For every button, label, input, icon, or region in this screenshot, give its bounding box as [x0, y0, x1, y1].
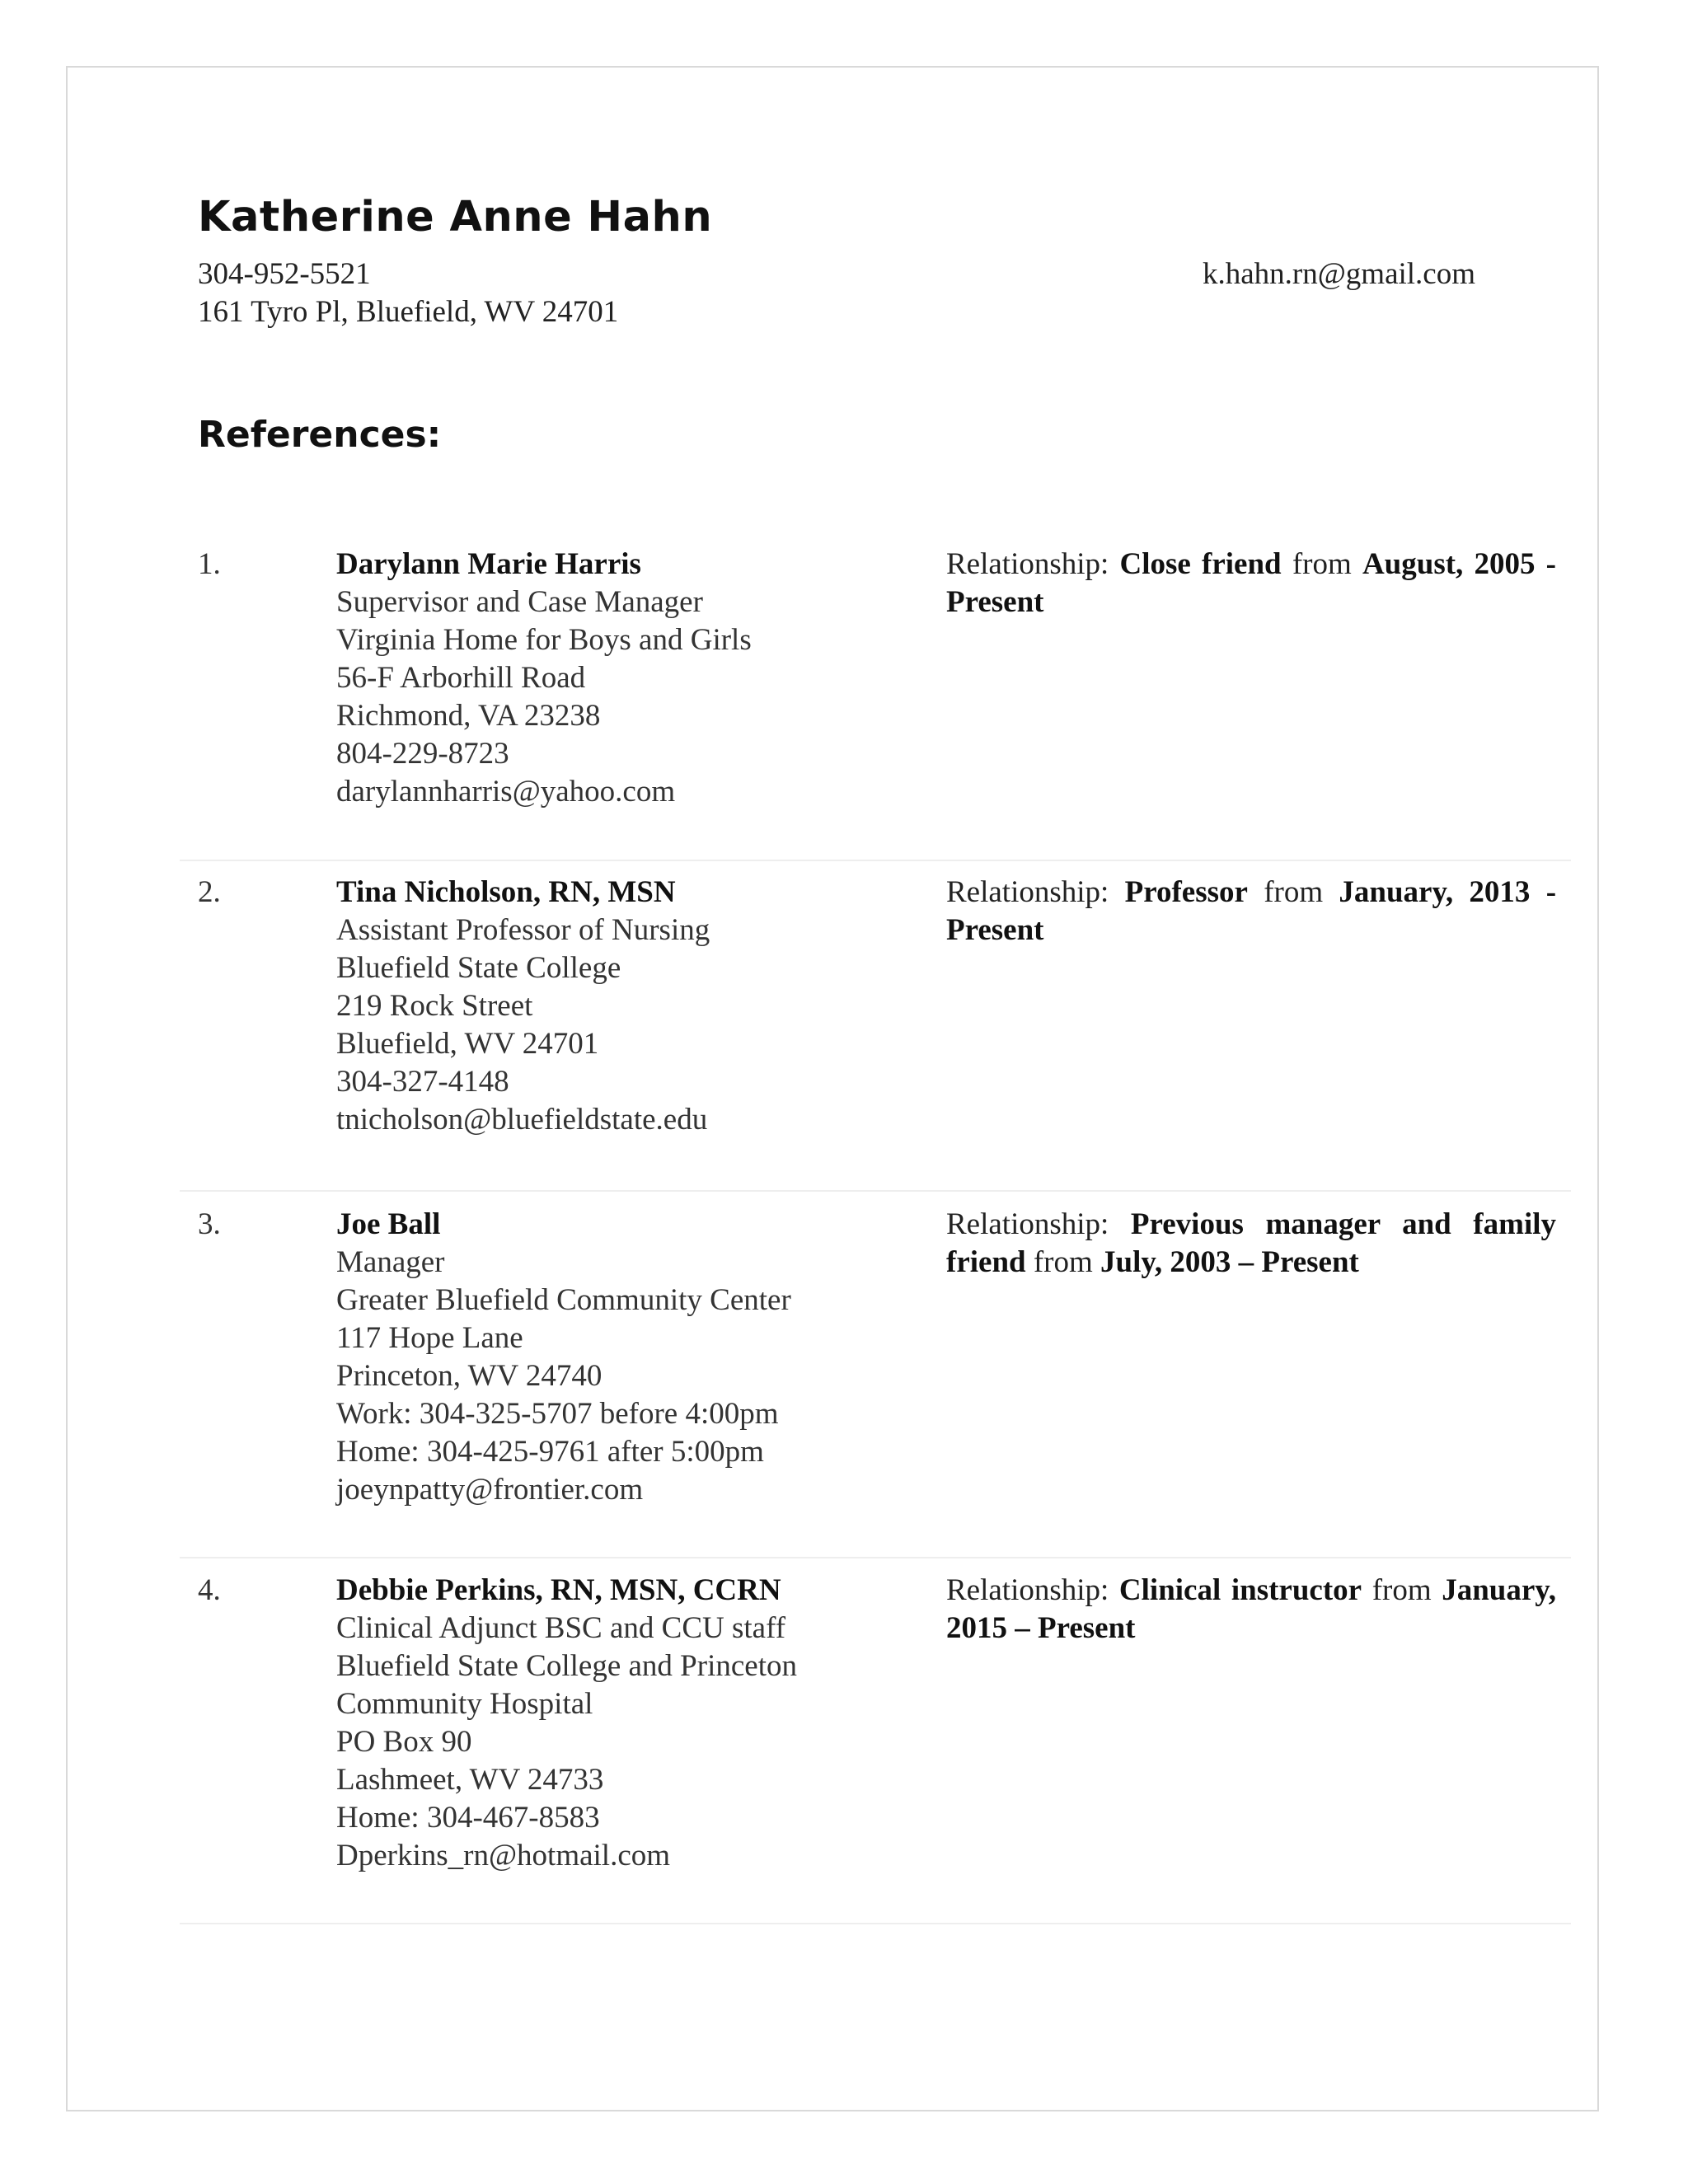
reference-detail-line: 117 Hope Lane: [336, 1321, 523, 1355]
relationship-since: January, 2013 - Present: [946, 875, 1557, 947]
reference-number: 1.: [198, 547, 221, 581]
reference-detail-line: Bluefield State College: [336, 951, 621, 985]
from-word: from: [1292, 547, 1352, 581]
reference-detail-line: 304-327-4148: [336, 1065, 509, 1099]
relationship-type: Clinical instructor: [1118, 1573, 1362, 1607]
reference-detail-line: Greater Bluefield Community Center: [336, 1283, 791, 1317]
reference-detail-line: Assistant Professor of Nursing: [336, 913, 710, 947]
relationship-label: Relationship:: [946, 1207, 1109, 1241]
relationship-type: Close friend: [1119, 547, 1282, 581]
reference-relationship: [946, 1572, 1556, 1647]
reference-details: [336, 1572, 913, 1875]
reference-name: Tina Nicholson, RN, MSN: [336, 875, 676, 909]
entry-divider: [180, 860, 1571, 861]
relationship-type: Professor: [1124, 875, 1248, 909]
reference-detail-line: Princeton, WV 24740: [336, 1359, 603, 1393]
from-word: from: [1264, 875, 1324, 909]
relationship-since: August, 2005 - Present: [946, 547, 1556, 619]
reference-detail-line: Bluefield, WV 24701: [336, 1027, 599, 1061]
reference-detail-line: Supervisor and Case Manager: [336, 585, 703, 619]
reference-number: 4.: [198, 1573, 221, 1607]
entry-divider: [180, 1557, 1571, 1558]
reference-name: Darylann Marie Harris: [336, 547, 641, 581]
reference-detail-line: Home: 304-425-9761 after 5:00pm: [336, 1435, 764, 1469]
reference-detail-line: Home: 304-467-8583: [336, 1801, 600, 1835]
entry-divider: [180, 1923, 1571, 1924]
relationship-label: Relationship:: [946, 547, 1109, 581]
reference-detail-line: 804-229-8723: [336, 737, 509, 771]
reference-number: 2.: [198, 875, 221, 909]
relationship-label: Relationship:: [946, 1573, 1109, 1607]
applicant-email: k.hahn.rn@gmail.com: [1202, 257, 1475, 291]
reference-detail-line: Richmond, VA 23238: [336, 699, 601, 733]
relationship-since: July, 2003 – Present: [1100, 1245, 1359, 1279]
reference-detail-line: Virginia Home for Boys and Girls: [336, 623, 752, 657]
reference-detail-line: 56-F Arborhill Road: [336, 661, 586, 695]
reference-details: [336, 874, 913, 1139]
reference-email: joeynpatty@frontier.com: [336, 1473, 644, 1507]
relationship-since: January, 2015 – Present: [946, 1573, 1557, 1645]
reference-detail-line: Bluefield State College and Princeton: [336, 1649, 797, 1683]
reference-number: 3.: [198, 1207, 221, 1241]
references-heading: References:: [198, 414, 442, 456]
reference-detail-line: Lashmeet, WV 24733: [336, 1763, 604, 1797]
reference-relationship: [946, 1206, 1556, 1282]
reference-detail-line: 219 Rock Street: [336, 989, 533, 1023]
reference-details: [336, 1206, 913, 1509]
relationship-type: Previous manager and family friend: [946, 1207, 1557, 1279]
reference-detail-line: Clinical Adjunct BSC and CCU staff: [336, 1611, 786, 1645]
reference-email: tnicholson@bluefieldstate.edu: [336, 1103, 708, 1137]
reference-name: Joe Ball: [336, 1207, 441, 1241]
reference-email: darylannharris@yahoo.com: [336, 775, 676, 808]
from-word: from: [1033, 1245, 1093, 1279]
applicant-address: 161 Tyro Pl, Bluefield, WV 24701: [198, 295, 619, 329]
relationship-label: Relationship:: [946, 875, 1109, 909]
from-word: from: [1372, 1573, 1432, 1607]
reference-name: Debbie Perkins, RN, MSN, CCRN: [336, 1573, 781, 1607]
applicant-name: Katherine Anne Hahn: [198, 193, 713, 241]
reference-detail-line: Work: 304-325-5707 before 4:00pm: [336, 1397, 779, 1431]
reference-detail-line: Manager: [336, 1245, 445, 1279]
reference-relationship: [946, 874, 1556, 949]
reference-relationship: [946, 546, 1556, 621]
reference-detail-line: Community Hospital: [336, 1687, 593, 1721]
applicant-phone: 304-952-5521: [198, 257, 371, 291]
reference-email: Dperkins_rn@hotmail.com: [336, 1839, 671, 1872]
entry-divider: [180, 1190, 1571, 1192]
reference-detail-line: PO Box 90: [336, 1725, 472, 1759]
reference-details: [336, 546, 913, 811]
